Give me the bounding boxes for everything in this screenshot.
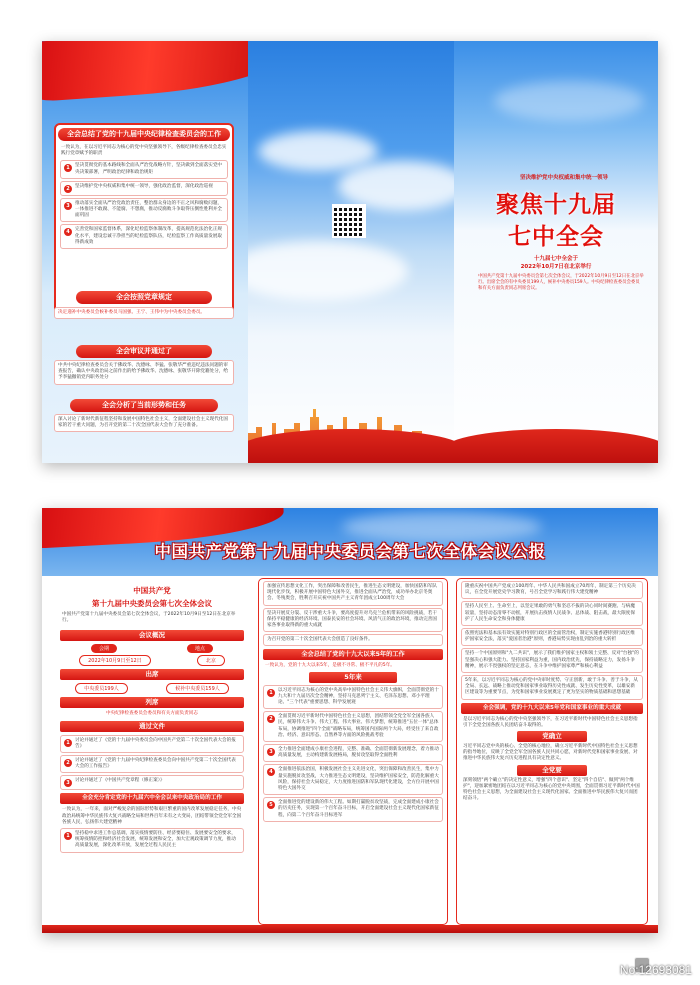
item-number: 4: [267, 768, 275, 776]
list-item: [263, 744, 443, 762]
item-number: 3: [64, 779, 72, 787]
item-text: 完善党和国家监督体系，深化纪检监察体制改革，提高规范化法治化正规化水平，建设忠诚干净担当的纪检监察队伍，纪检监察工作高质量发展取得新成效: [75, 227, 223, 245]
item-text: 坚决贯彻党的基本路线和全面从严治党战略方针，坚决做到全面落实党中央决策部署，严明政治纪律和政治规矩: [75, 163, 223, 175]
section-bar: 列席: [60, 697, 244, 708]
item-number: 4: [64, 228, 72, 236]
front-middle-panel: [248, 41, 454, 463]
list-item: [461, 601, 643, 626]
qr-code-icon: [332, 204, 366, 238]
org-line1: 中国共产党: [133, 586, 171, 595]
review-card: [54, 345, 234, 397]
section-bar: 会议概况: [60, 630, 244, 641]
item-text: 为召开党的第二十次全国代表大会创造了良好条件。: [267, 637, 373, 643]
party-rule-card: [54, 288, 234, 326]
red-flag-decoration: [42, 41, 248, 102]
section-bar: 党确立: [517, 731, 587, 742]
attendees-text: 中央纪律检查委员会委员和有关方面负责同志: [106, 711, 198, 717]
place-value: 北京: [197, 655, 225, 666]
item-text: 加强宣传思想文化工作，突出保障和改善民生，推进生态文明建设，加快国防和军队现代化步伐，积极开展中国特色大国外交，推进全面从严治党，成功举办北京冬奥会、冬残奥会，胜利召开庆祝中国共产主义青年团成立100周年大会: [267, 584, 437, 602]
cover-subtitle-1: 十九届七中全会于: [533, 256, 578, 262]
main-title: 中国共产党第十九届中央委员会第七次全体会议公报: [154, 542, 546, 561]
review-text: 中共中央纪律检查委员会关于佛政华、沈德咏、李猛、张敬华严重违纪违法问题的审查报告，确认中央政治局之前作出的给予佛政华、沈德咏、张敬华开除党籍处分，给予李猛撤销党内职务处分: [58, 363, 228, 381]
section-heading: 全会分析了当前形势和任务: [70, 399, 218, 412]
affirm-text: 一致认为，一年来，面对严峻复杂的国际形势和艰巨繁重的国内改革发展稳定任务，中央政治局统筹中华民族伟大复兴战略全局和世界百年未有之大变局，团结带领全党全军全国各族人民，弘扬伟大建党精神: [62, 807, 242, 825]
item-number: 2: [267, 715, 275, 723]
watermark-id: No:12693081: [619, 963, 692, 977]
item-text: 讨论并通过了《中国共产党章程（修正案）》: [75, 778, 165, 784]
org-line2: 第十九届中央委员会第七次全体会议: [92, 599, 212, 608]
item-text: 以习近平同志为核心的党中央高举中国特色社会主义伟大旗帜，全面贯彻党的十九大和十九届历次全会精神，坚持马克思列宁主义、毛泽东思想、邓小平理论、"三个代表"重要思想、科学发展观: [278, 687, 439, 706]
column-five-years: [258, 578, 448, 925]
consensus-text: 是以习近平同志为核心的党中央坚强领导下，在习近平新时代中国特色社会主义思想指引下全党全国各族人民团结奋斗取得的。: [463, 716, 638, 728]
section-heading: 全会总结了党的十九届中央纪律检查委员会的工作: [58, 128, 230, 141]
list-item: [263, 764, 443, 795]
section-heading: 全会审议并通过了: [76, 345, 212, 358]
date-value: 2022年10月9日至12日: [79, 655, 151, 666]
item-text: 全面贯彻习近平新时代中国特色社会主义思想，团结带领全党全军全国各族人民，统筹伟大斗争、伟大工程、伟大事业、伟大梦想，统筹推进"五位一体"总体布局，协调推进"四个全面"战略布局，统筹国内国际两个大局，经受住了来自政治、经济、意识形态、自然界等方面的风险挑战考验: [278, 714, 439, 738]
list-item: [263, 797, 443, 822]
situation-card: [54, 399, 234, 455]
item-number: 1: [267, 689, 275, 697]
item-text: 讨论并通过了《党的十九届中央委员会向中国共产党第二十次全国代表大会的报告》: [75, 737, 236, 749]
situation-text: 深入讨论了新时代新征程坚持和发展中国特色社会主义，全面建设社会主义现代化国家的若干重大问题，为召开党的第二十次全国代表大会作了充分准备。: [58, 417, 228, 429]
front-left-panel: [42, 41, 248, 463]
item-number: 5: [267, 801, 275, 809]
members-count: 中央委员199人: [75, 683, 128, 694]
item-text: 依照宪法和基本法有效实施对特别行政区的全面管治权，制定实施香港特别行政区维护国家安全法，落实"爱国者治港"原则，香港局势实现由乱到治的重大转折: [465, 631, 635, 643]
front-cover-panel: [454, 41, 658, 463]
item-text: 推动落实全面从严治党政治责任，整治群众身边的不正之风和腐败问题，一体推进不敢腐、不能腐、不想腐，推动反腐败斗争取得压倒性胜利并全面巩固: [75, 200, 223, 219]
list-item: [60, 755, 244, 773]
column-achievements: [456, 578, 648, 925]
intro-text: 一致认为，在以习近平同志为核心的党中央坚强领导下，各级纪律检查委员会忠实践行党章赋予的职责: [61, 145, 227, 157]
date-label: 会期: [91, 644, 117, 653]
list-item: [263, 581, 443, 606]
section-bar: 全会强调，党的十九大以来5年党和国家事业的重大成就: [461, 703, 643, 714]
brochure-front: [42, 41, 658, 463]
brochure-back: [42, 508, 658, 933]
section-bar: 通过文件: [60, 721, 244, 732]
list-item: [60, 775, 244, 790]
must-text: 深刻领悟"两个确立"的决定性意义，增强"四个意识"、坚定"四个自信"、做到"两个维护"，迎加紧密地团结在以习近平同志为核心的党中央周围，全面贯彻习近平新时代中国特色社会主义思想，为全面建设社会主义现代化国家、全面推进中华民族伟大复兴而团结奋斗。: [463, 777, 640, 802]
five-year-subtitle: 一致认为，党的十九大以来5年，是极不寻常、极不平凡的5年。: [265, 663, 395, 669]
section-bar: 全党要: [517, 765, 587, 776]
intro-text: 中国共产党第十九届中央委员会第七次全体会议，于2022年10月9日至12日在北京举行。: [62, 612, 236, 624]
discipline-work-card: [54, 123, 234, 315]
list-item: [461, 628, 643, 646]
item-number: 1: [64, 832, 72, 840]
list-item: [461, 675, 643, 700]
item-number: 1: [64, 739, 72, 747]
item-number: 2: [64, 759, 72, 767]
list-item: [60, 181, 228, 196]
item-text: 隆重庆祝中国共产党成立100周年、中华人民共和国成立70周年，制定第三个历史决议，在全党开展党史学习教育，号召全党学习和践行伟大建党精神: [465, 584, 636, 596]
item-text: 坚持稳中求进工作总基调，落实疫情要防住、经济要稳住、发展要安全的要求，统筹疫情防控和经济社会发展，统筹发展和安全，加大宏观政策调节力度，推动高质量发展，深化改革开放，发展全过程人民民主: [75, 831, 236, 849]
item-text: 坚持人民至上、生命至上，以坚定果敢的勇气和坚忍不拔的决心同时间赛跑、与病魔较量，坚持动态清零不动摇，开展抗击疫情人民战争、总体战、阻击战，最大限度保护了人民生命安全和身体健康: [465, 604, 635, 622]
cover-title-line2: 七中全会: [508, 224, 604, 250]
item-number: 3: [64, 202, 72, 210]
item-number: 2: [64, 185, 72, 193]
item-text: 讨论并通过了《党的十九届中央纪律检查委员会向中国共产党第二十次全国代表大会的工作报告》: [75, 758, 236, 770]
item-text: 坚决开展反分裂、反干涉重大斗争，要高度提升对乌克兰危机带来的风险挑战，若干保持平稳健康的经济环境、国泰民安的社会环境、风清气正的政治环境，推动完善国家各事业取得新的重大成就: [267, 610, 437, 629]
section-bar: 全会总结了党的十九大以来5年的工作: [263, 649, 443, 660]
section-bar: 全会充分肯定党的十九届六中全会以来中央政治局的工作: [60, 793, 244, 804]
footer-band: [42, 925, 658, 933]
item-text: 全力推进全面建成小康社会进程，完整、准确、全面贯彻新发展理念，着力推动高质量发展，主动构建新发展格局，脱贫攻坚取得全面胜利: [278, 747, 439, 759]
section-bar: 出席: [60, 669, 244, 680]
section-heading: 全会按照党章规定: [76, 291, 212, 304]
item-number: 1: [64, 164, 72, 172]
cover-title-line1: 聚焦十九届: [496, 192, 616, 218]
item-text: 全面推进依法治国，积极发展社会主义先进文化，突出保障和改善民生，集中力量实施脱贫攻坚战，大力推进生态文明建设，坚决维护国家安全，防范化解重大风险，保持社会大局稳定，大力度推进国防和军队现代化建设，全方位开展中国特色大国外交: [278, 767, 439, 792]
list-item: [60, 160, 228, 178]
establish-text: 习近平同志党中央的核心、全党的核心地位，确立习近平新时代中国特色社会主义思想的指导地位，反映了全党全军全国各族人民共同心愿，对新时代党和国家事业发展、对推进中华民族伟大复兴历史进程具有决定性意义。: [463, 744, 638, 762]
list-item: [461, 648, 643, 673]
section-bar: 5年来: [309, 672, 397, 683]
place-label: 地点: [187, 644, 213, 653]
list-item: [461, 581, 643, 599]
item-text: 全面推进党的建设新的伟大工程。如期打赢脱贫攻坚战，完成全面建成小康社会的历史任务，实现第一个百年奋斗目标，开启全面建设社会主义现代化国家新征程，向第二个百年奋斗目标进军: [278, 800, 439, 818]
list-item: [60, 735, 244, 753]
column-overview: [56, 578, 248, 925]
list-item: [60, 198, 228, 223]
alternate-members-count: 候补中央委员159人: [166, 683, 229, 694]
item-number: 3: [267, 748, 275, 756]
cover-paragraph: 中国共产党第十九届中央委员会第七次全体会议，于2022年10月9日至12日在北京举行。出席全会的有中央委员199人，候补中央委员159人。中央纪律检查委员会委员和有关方面负责同志列席会议。: [478, 274, 644, 291]
item-text: 坚持一个中国原则和"九二共识"，展示了我们维护国家主权和领土完整、反对"台独"的坚强决心和强大能力。坚持国家利益为重，国内政治优先，保持战略定力，发扬斗争精神，展示不畏强权的坚定意志，在斗争中维护国家尊严和核心利益: [465, 651, 639, 669]
list-item: [263, 685, 443, 710]
list-item: [263, 608, 443, 633]
list-item: [263, 634, 443, 646]
item-text: 坚决维护党中央权威和集中统一领导，强化政治监督，深化政治巡视: [75, 183, 213, 189]
list-item: [263, 711, 443, 742]
list-item: [60, 828, 244, 853]
cover-slogan: 坚决维护党中央权威和集中统一领导: [519, 175, 608, 181]
cover-subtitle-2: 2022年10月7日在北京举行: [520, 264, 592, 270]
decision-text: 决定递补中央委员会候补委员马国强、王宁、王伟中为中央委员会委员。: [58, 310, 206, 315]
item-text: 5年来，以习近平同志为核心的党中央审时度势、守正创新，敢于斗争、善于斗争，从全局、长远、战略上推动党和国家事业取得历史性成就、发生历史性变革，以雄安新区建设等为重要节点，为党和国家事业发展奠定了更为坚实的物质基础和思想基础: [465, 678, 638, 696]
list-item: [60, 224, 228, 249]
